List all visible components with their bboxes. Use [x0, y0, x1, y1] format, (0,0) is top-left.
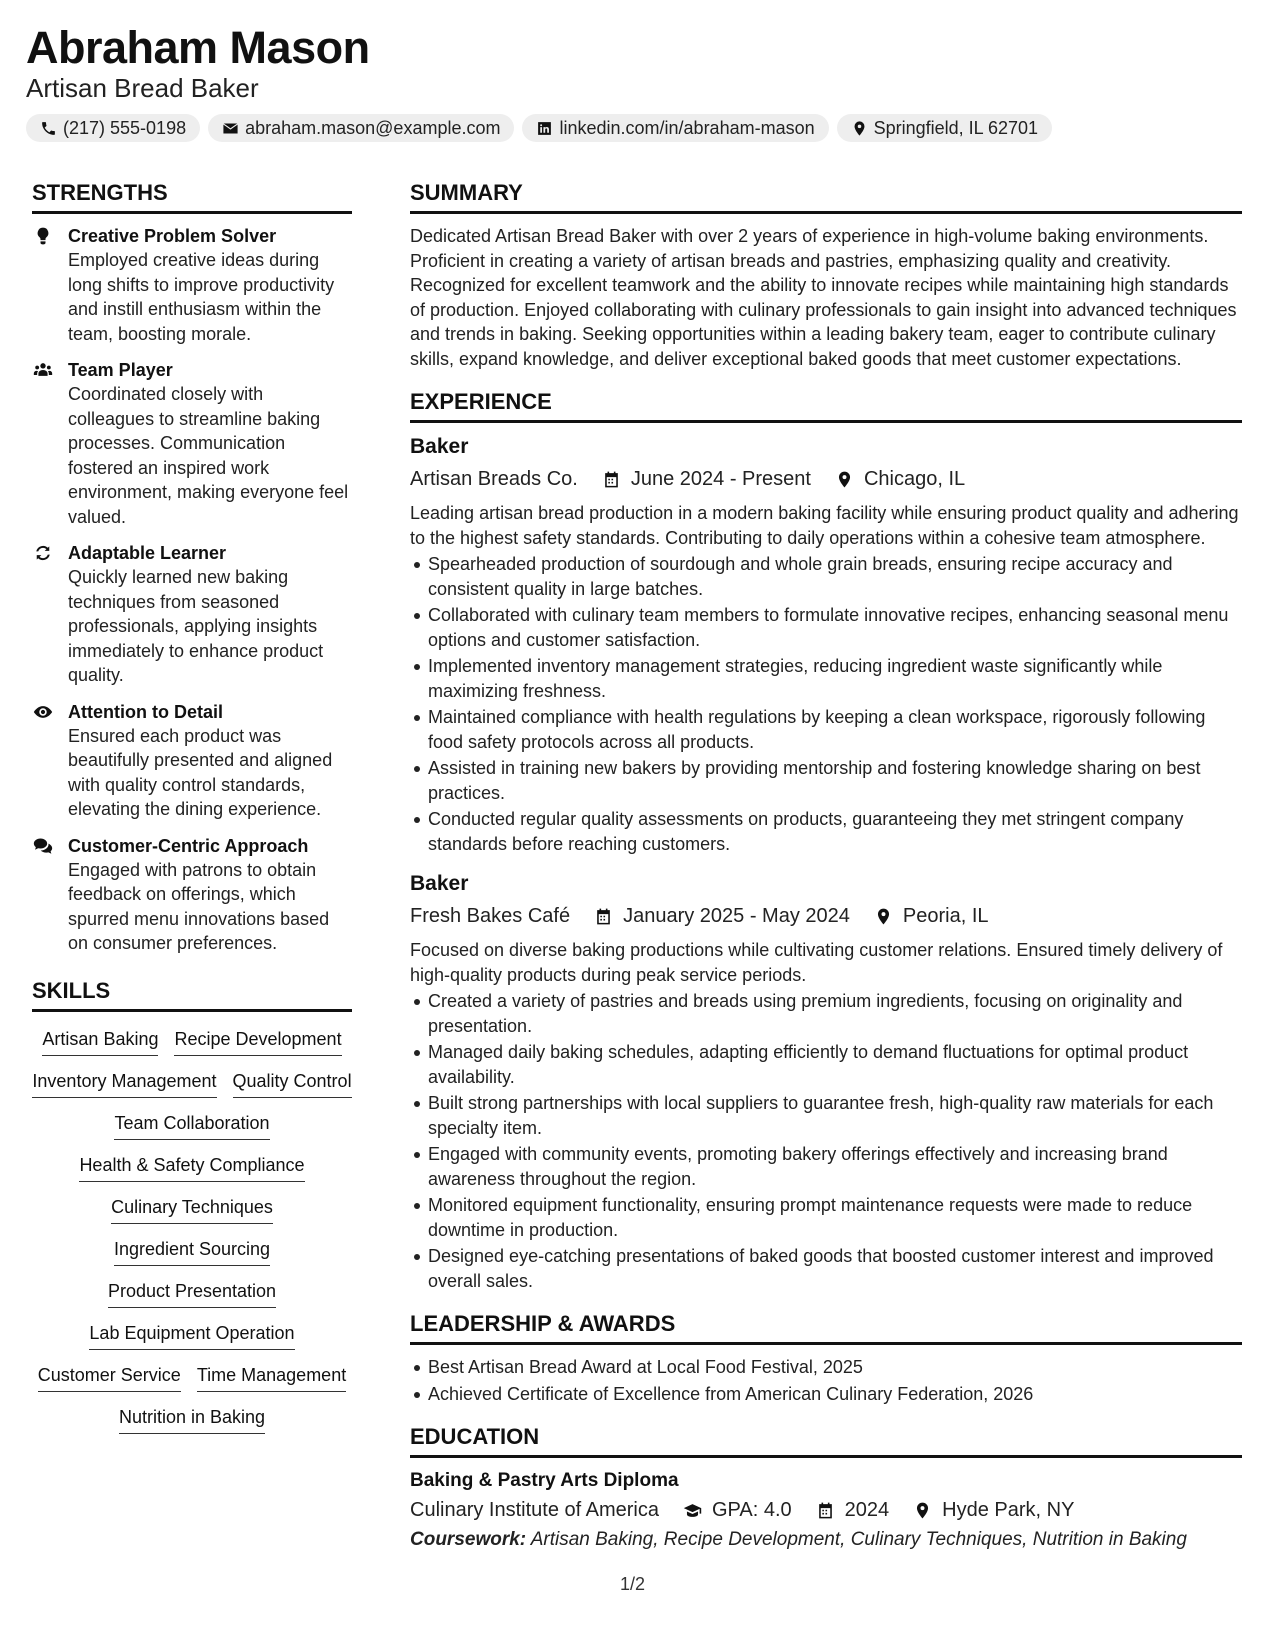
- job-company: Fresh Bakes Café: [410, 905, 571, 927]
- education-year: 2024: [844, 1499, 890, 1521]
- contact-linkedin[interactable]: [522, 114, 828, 142]
- phone-icon: [40, 120, 57, 137]
- job-location: Chicago, IL: [863, 468, 966, 490]
- job-meta: [410, 902, 1242, 930]
- job-bullet: Assisted in training new bakers by providing mentorship and fostering knowledge sharing on best practices.: [428, 756, 1242, 805]
- strength-title: Attention to Detail: [68, 701, 223, 722]
- strength-item: [32, 224, 352, 346]
- map-pin-icon: [851, 120, 868, 137]
- contact-location-text: Springfield, IL 62701: [873, 117, 1039, 138]
- skill-tag: Quality Control: [233, 1068, 352, 1098]
- job-location: Peoria, IL: [902, 905, 989, 927]
- job-bullet: Maintained compliance with health regulations by keeping a clean workspace, rigorously following food safety protocols across all products.: [428, 705, 1242, 754]
- summary-heading: SUMMARY: [410, 180, 1242, 214]
- contact-email-text: abraham.mason@example.com: [245, 117, 501, 138]
- left-column: [32, 180, 352, 1434]
- strength-title: Team Player: [68, 360, 173, 380]
- job-bullet: Monitored equipment functionality, ensuring prompt maintenance requests were made to reduce downtime in production.: [428, 1193, 1242, 1242]
- job-meta: [410, 465, 1242, 493]
- education-heading: EDUCATION: [410, 1424, 1242, 1458]
- calendar-icon: [816, 1501, 835, 1520]
- education-degree: Baking & Pastry Arts Diploma: [410, 1470, 679, 1491]
- skill-tag: Lab Equipment Operation: [89, 1320, 294, 1350]
- education-meta: [410, 1496, 1242, 1524]
- strength-item: [32, 541, 352, 688]
- education-coursework: [410, 1526, 1242, 1554]
- lightbulb-icon: [32, 226, 54, 246]
- skill-tag: Culinary Techniques: [111, 1194, 273, 1224]
- education-location: Hyde Park, NY: [942, 1499, 1075, 1521]
- strength-desc: Employed creative ideas during long shifts to improve productivity and instill enthusiasm within the team, boosting morale.: [68, 250, 335, 344]
- job-bullet: Engaged with community events, promoting bakery offerings effectively and increasing brand awareness throughout the region.: [428, 1142, 1242, 1191]
- job-bullets: [410, 989, 1242, 1293]
- contact-linkedin-text: linkedin.com/in/abraham-mason: [559, 117, 815, 138]
- award-item: Achieved Certificate of Excellence from American Culinary Federation, 2026: [428, 1382, 1242, 1407]
- calendar-icon: [602, 470, 621, 489]
- job-bullets: [410, 552, 1242, 856]
- job-title: Baker: [410, 872, 469, 895]
- contact-phone[interactable]: [26, 114, 200, 142]
- eye-icon: [32, 702, 54, 722]
- strength-item: [32, 834, 352, 956]
- job-dates: June 2024 - Present: [630, 468, 811, 490]
- job-bullet: Managed daily baking schedules, adapting efficiently to demand fluctuations for optimal product availability.: [428, 1040, 1242, 1089]
- awards-list: [410, 1355, 1242, 1406]
- education-school: Culinary Institute of America: [410, 1499, 659, 1521]
- contact-bar: [26, 114, 1052, 142]
- job-description: Focused on diverse baking productions while cultivating customer relations. Ensured timely delivery of high-quality products during peak service periods.: [410, 940, 1223, 985]
- job-bullet: Spearheaded production of sourdough and whole grain breads, ensuring recipe accuracy and consistent quality in large batches.: [428, 552, 1242, 601]
- coursework-text: Artisan Baking, Recipe Development, Culinary Techniques, Nutrition in Baking: [530, 1529, 1187, 1550]
- contact-email[interactable]: [208, 114, 514, 142]
- job-title: Baker: [410, 435, 469, 458]
- job-dates: January 2025 - May 2024: [623, 905, 850, 927]
- page-number: 1/2: [620, 1574, 646, 1594]
- job-entry: [410, 433, 1242, 856]
- job-entry: [410, 870, 1242, 1293]
- strength-title: Creative Problem Solver: [68, 226, 277, 246]
- calendar-icon: [594, 907, 613, 926]
- map-pin-icon: [913, 1501, 932, 1520]
- strength-title: Customer-Centric Approach: [68, 835, 309, 856]
- strength-title: Adaptable Learner: [68, 543, 227, 563]
- map-pin-icon: [874, 907, 893, 926]
- job-bullet: Built strong partnerships with local suppliers to guarantee fresh, high-quality raw materials for each specialty item.: [428, 1091, 1242, 1140]
- skill-tag: Artisan Baking: [42, 1026, 158, 1056]
- job-bullet: Created a variety of pastries and breads using premium ingredients, focusing on originality and presentation.: [428, 989, 1242, 1038]
- refresh-icon: [32, 543, 54, 563]
- job-description: Leading artisan bread production in a modern baking facility while ensuring product quality and adhering to the highest safety standards. Contributing to daily operations within a cohesive team atmosphere.: [410, 503, 1239, 548]
- strength-desc: Ensured each product was beautifully presented and aligned with quality control standards, elevating the dining experience.: [68, 725, 333, 819]
- skill-tag: Inventory Management: [32, 1068, 216, 1098]
- skill-tag: Nutrition in Baking: [119, 1404, 265, 1434]
- strength-desc: Engaged with patrons to obtain feedback on offerings, which spurred menu innovations based on consumer preferences.: [68, 859, 330, 953]
- skill-tag: Time Management: [197, 1362, 346, 1392]
- candidate-name: Abraham Mason: [26, 22, 370, 73]
- skill-tag: Team Collaboration: [114, 1110, 269, 1140]
- skill-tag: Customer Service: [38, 1362, 181, 1392]
- coursework-label: Coursework:: [410, 1529, 527, 1550]
- right-column: [410, 180, 1242, 1554]
- experience-heading: EXPERIENCE: [410, 389, 1242, 423]
- award-item: Best Artisan Bread Award at Local Food Festival, 2025: [428, 1355, 1242, 1380]
- strength-item: [32, 700, 352, 822]
- job-bullet: Conducted regular quality assessments on products, guaranteeing they met stringent company standards before reaching customers.: [428, 807, 1242, 856]
- summary-text: Dedicated Artisan Bread Baker with over 2 years of experience in high-volume baking environments. Proficient in creating a variety of artisan breads and pastries, emphasizing quality and creativity. Recognized for excellent teamwork and the ability to innovate recipes while maintaining high standards of production. Enjoyed collaborating with culinary professionals to gain insight into advanced techniques and trends in baking. Seeking opportunities within a leading bakery team, eager to contribute culinary skills, expand knowledge, and deliver exceptional baked goods that meet customer expectations.: [410, 226, 1237, 369]
- skill-tag: Ingredient Sourcing: [114, 1236, 270, 1266]
- users-icon: [32, 360, 54, 380]
- strength-desc: Quickly learned new baking techniques from seasoned professionals, applying insights immediately to enhance product quality.: [68, 567, 324, 685]
- strength-item: [32, 358, 352, 529]
- skill-tag: Health & Safety Compliance: [79, 1152, 304, 1182]
- candidate-title: Artisan Bread Baker: [26, 73, 259, 103]
- strength-desc: Coordinated closely with colleagues to streamline baking processes. Communication fostered an inspired work environment, making everyone feel valued.: [68, 384, 349, 527]
- envelope-icon: [222, 120, 239, 137]
- job-company: Artisan Breads Co.: [410, 468, 578, 490]
- job-bullet: Designed eye-catching presentations of baked goods that boosted customer interest and improved overall sales.: [428, 1244, 1242, 1293]
- education-gpa: GPA: 4.0: [712, 1499, 792, 1521]
- contact-phone-text: (217) 555-0198: [63, 117, 187, 138]
- skills-list: [32, 1026, 352, 1434]
- linkedin-icon: [536, 120, 553, 137]
- job-bullet: Collaborated with culinary team members to formulate innovative recipes, enhancing seasonal menu options and customer satisfaction.: [428, 603, 1242, 652]
- graduation-cap-icon: [683, 1501, 702, 1520]
- map-pin-icon: [835, 470, 854, 489]
- job-bullet: Implemented inventory management strategies, reducing ingredient waste significantly while maximizing freshness.: [428, 654, 1242, 703]
- awards-heading: LEADERSHIP & AWARDS: [410, 1311, 1242, 1345]
- comments-icon: [32, 836, 54, 856]
- skill-tag: Product Presentation: [108, 1278, 276, 1308]
- skills-heading: SKILLS: [32, 978, 352, 1012]
- contact-location[interactable]: [837, 114, 1052, 142]
- strengths-heading: STRENGTHS: [32, 180, 352, 214]
- skill-tag: Recipe Development: [174, 1026, 341, 1056]
